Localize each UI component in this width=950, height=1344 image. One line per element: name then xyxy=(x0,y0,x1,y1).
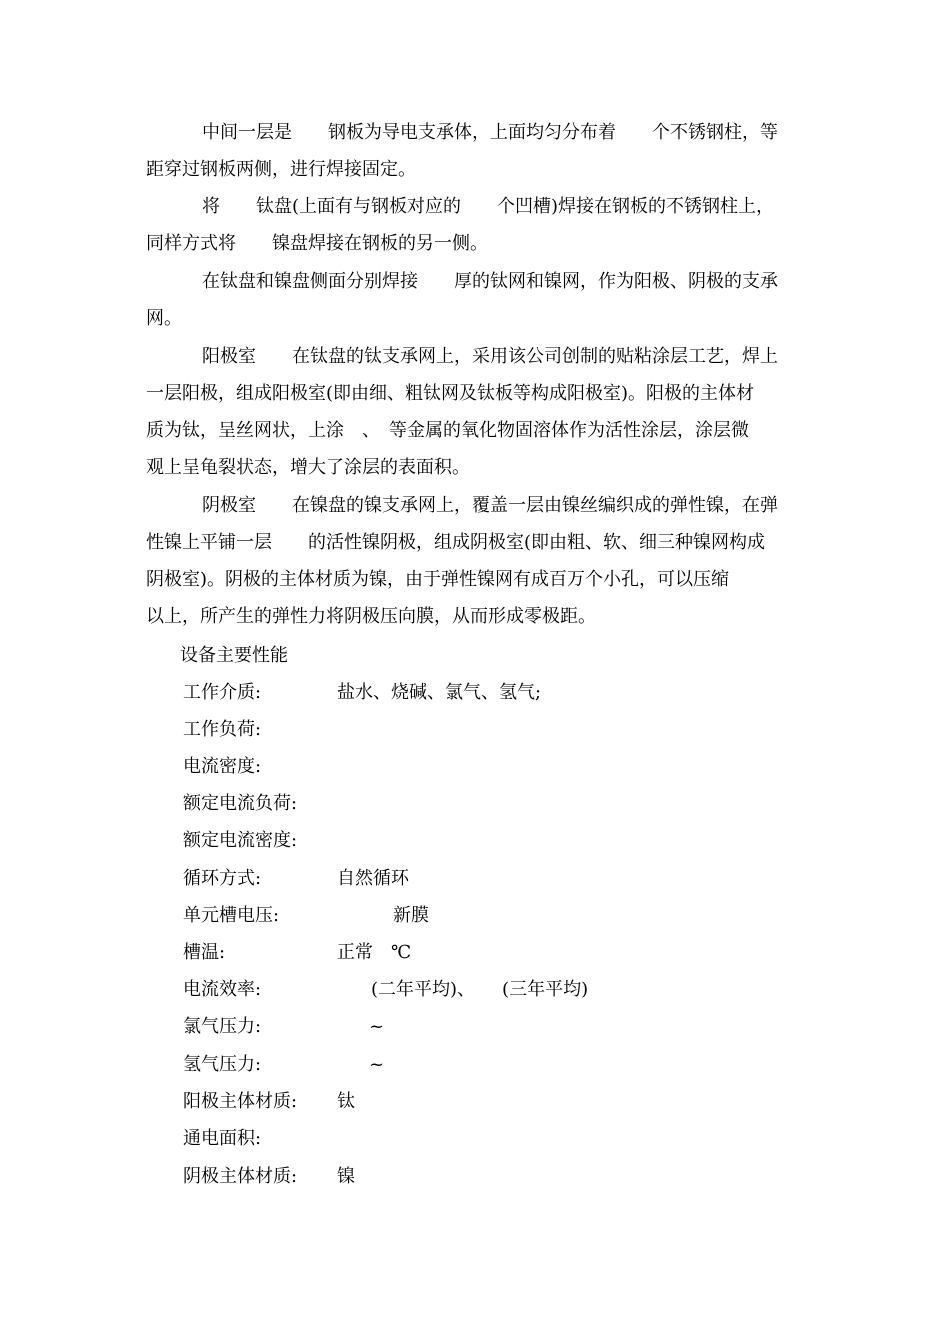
spec-row xyxy=(183,901,803,931)
spec-label: 电流密度: xyxy=(183,756,262,777)
spec-row xyxy=(183,1012,803,1042)
section-title: 设备主要性能 xyxy=(180,645,288,666)
spec-value: 自然循环 xyxy=(337,868,409,889)
paragraph-line: 质为钛，呈丝网状，上涂 、 等金属的氧化物固溶体作为活性涂层，涂层微 xyxy=(146,420,749,441)
spec-row xyxy=(183,975,803,1005)
paragraph-anode-chamber xyxy=(146,338,808,486)
spec-label: 循环方式: xyxy=(183,868,262,889)
spec-label: 额定电流密度: xyxy=(183,830,298,851)
spec-row xyxy=(183,1087,803,1117)
spec-value: 钛 xyxy=(337,1091,355,1112)
paragraph-line: 将 钛盘(上面有与钢板对应的 个凹槽)焊接在钢板的不锈钢柱上， xyxy=(202,196,775,217)
paragraph-line: 同样方式将 镍盘焊接在钢板的另一侧。 xyxy=(146,233,488,254)
spec-row xyxy=(183,678,803,708)
spec-label: 槽温: xyxy=(183,942,226,963)
spec-value: (二年平均)、 (三年平均) xyxy=(371,979,589,1000)
paragraph-line: 中间一层是 钢板为导电支承体，上面均匀分布着 个不锈钢柱，等 xyxy=(202,122,778,143)
spec-value: 新膜 xyxy=(393,905,429,926)
spec-label: 工作介质: xyxy=(183,682,262,703)
spec-label: 阴极主体材质: xyxy=(183,1166,298,1187)
paragraph-line: 阳极室 在钛盘的钛支承网上，采用该公司创制的贴粘涂层工艺，焊上 xyxy=(202,346,778,367)
paragraph-line: 在钛盘和镍盘侧面分别焊接 厚的钛网和镍网，作为阳极、阴极的支承 xyxy=(202,271,778,292)
paragraph-cathode-chamber xyxy=(146,487,808,635)
spec-row xyxy=(183,1124,803,1154)
paragraph-steel-plate xyxy=(146,114,808,188)
paragraph-line: 以上，所产生的弹性力将阴极压向膜，从而形成零极距。 xyxy=(146,606,596,627)
spec-row xyxy=(183,752,803,782)
spec-label: 阳极主体材质: xyxy=(183,1091,298,1112)
paragraph-mesh xyxy=(146,263,808,337)
paragraph-line: 阴极室)。阴极的主体材质为镍，由于弹性镍网有成百万个小孔，可以压缩 xyxy=(146,569,730,590)
spec-row xyxy=(183,938,803,968)
spec-row xyxy=(183,864,803,894)
spec-value: 镍 xyxy=(337,1166,355,1187)
spec-row xyxy=(183,715,803,745)
spec-row xyxy=(183,789,803,819)
paragraph-titanium-disc xyxy=(146,188,808,262)
spec-value: 正常 ℃ xyxy=(337,942,412,963)
paragraph-line: 网。 xyxy=(146,308,182,329)
spec-label: 氢气压力: xyxy=(183,1054,262,1075)
spec-value: ~ xyxy=(369,1054,385,1075)
spec-label: 氯气压力: xyxy=(183,1016,262,1037)
spec-value: 盐水、烧碱、氯气、氢气; xyxy=(337,682,542,703)
paragraph-line: 性镍上平铺一层 的活性镍阴极，组成阴极室(即由粗、软、细三种镍网构成 xyxy=(146,532,766,553)
spec-row xyxy=(183,1050,803,1080)
paragraph-line: 距穿过钢板两侧，进行焊接固定。 xyxy=(146,159,416,180)
paragraph-line: 阴极室 在镍盘的镍支承网上，覆盖一层由镍丝编织成的弹性镍，在弹 xyxy=(202,495,778,516)
spec-row xyxy=(183,1162,803,1192)
spec-label: 工作负荷: xyxy=(183,719,262,740)
spec-label: 通电面积: xyxy=(183,1128,262,1149)
paragraph-line: 一层阳极，组成阳极室(即由细、粗钛网及钛板等构成阳极室)。阳极的主体材 xyxy=(146,383,755,404)
spec-label: 额定电流负荷: xyxy=(183,793,298,814)
spec-label: 单元槽电压: xyxy=(183,905,280,926)
spec-value: ~ xyxy=(369,1016,385,1037)
spec-label: 电流效率: xyxy=(183,979,262,1000)
spec-row xyxy=(183,826,803,856)
paragraph-line: 观上呈龟裂状态，增大了涂层的表面积。 xyxy=(146,457,470,478)
